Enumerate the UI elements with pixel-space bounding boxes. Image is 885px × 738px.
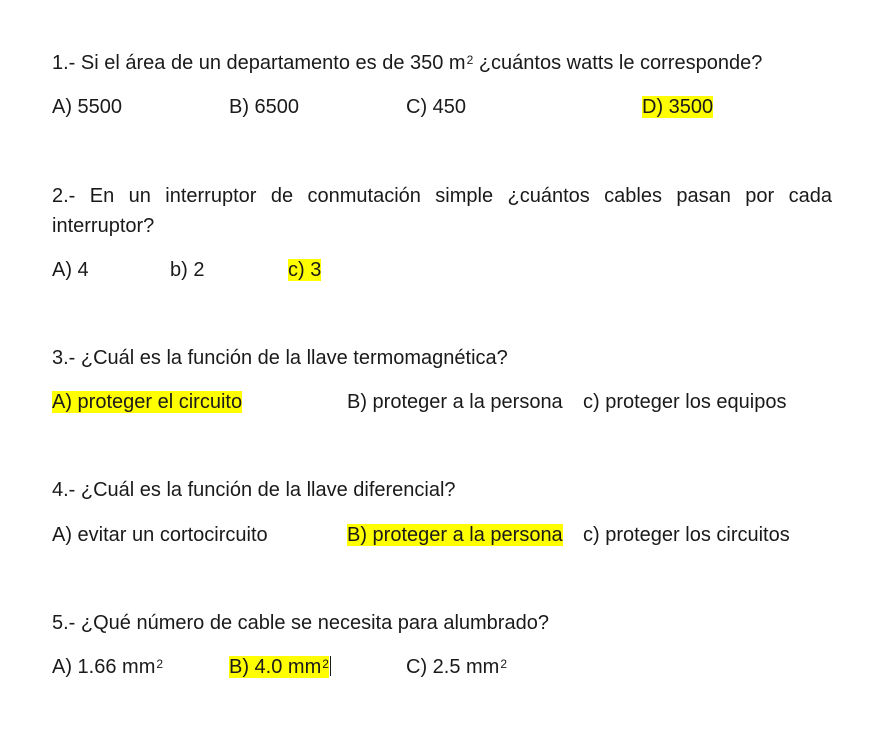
highlight: A) proteger el circuito: [52, 391, 243, 413]
q2-option-b: b) 2: [170, 259, 205, 281]
superscript: 2: [156, 657, 164, 671]
q1-option-a: A) 5500: [52, 96, 123, 118]
question-3: 3.- ¿Cuál es la función de la llave termomagnética?: [52, 347, 508, 369]
q5-option-a: A) 1.66 $mm^2$: [52, 656, 164, 678]
q1-option-d: [642, 95, 713, 120]
question-1: 1.- Si el área de un departamento es de 350 $m^2$ ¿cuántos watts le corresponde?: [52, 52, 763, 74]
question-5: 5.- ¿Qué número de cable se necesita para alumbrado?: [52, 612, 549, 634]
q2-option-c: [288, 258, 321, 283]
q3-option-b: B) proteger a la persona: [347, 391, 563, 413]
q3-option-a: [52, 390, 242, 415]
highlight: c) 3: [288, 259, 322, 281]
q5-option-b: [229, 655, 331, 680]
superscript: 2: [466, 53, 474, 67]
q4-option-a: A) evitar un cortocircuito: [52, 524, 268, 546]
highlight: D) 3500: [642, 96, 714, 118]
q1-option-b: B) 6500: [229, 96, 300, 118]
q4-option-c: c) proteger los circuitos: [583, 524, 790, 546]
question-4: 4.- ¿Cuál es la función de la llave diferencial?: [52, 479, 456, 501]
question-2: 2.- En un interruptor de conmutación simple ¿cuántos cables pasan por cada interruptor?: [52, 185, 832, 237]
q2-option-a: A) 4: [52, 259, 89, 281]
text-cursor: [330, 656, 331, 676]
highlight: B) 4.0 $mm^2$: [229, 656, 329, 678]
superscript: 2: [322, 657, 329, 671]
q1-option-c: C) 450: [406, 96, 467, 118]
superscript: 2: [500, 657, 508, 671]
highlight: B) proteger a la persona: [347, 524, 563, 546]
q3-option-c: c) proteger los equipos: [583, 391, 787, 413]
q4-option-b: [347, 523, 563, 548]
q5-option-c: C) 2.5 $mm^2$: [406, 656, 508, 678]
